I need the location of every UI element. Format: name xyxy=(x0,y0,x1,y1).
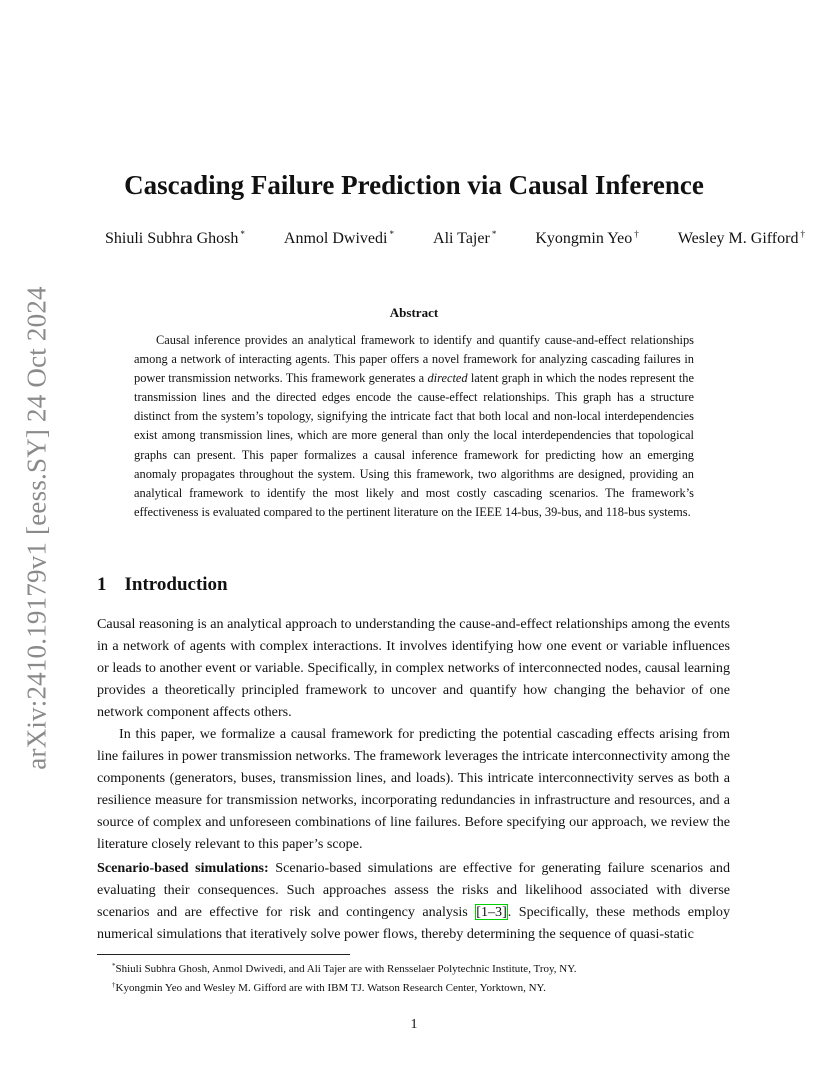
section-title: Introduction xyxy=(124,574,228,595)
paragraph-heading: Scenario-based simulations: xyxy=(97,860,269,876)
paper-title: Cascading Failure Prediction via Causal Inference xyxy=(124,170,704,200)
author: Kyongmin Yeo † xyxy=(535,229,639,247)
emphasis-directed: directed xyxy=(427,371,468,386)
footnote: *Shiuli Subhra Ghosh, Anmol Dwivedi, and Ali Tajer are with Rensselaer Polytechnic Institute, Troy, NY. xyxy=(112,962,577,975)
author: Anmol Dwivedi * xyxy=(283,229,394,247)
author: Ali Tajer * xyxy=(433,229,497,247)
page-number: 1 xyxy=(410,1017,418,1032)
abstract-body: Causal inference provides an analytical framework to identify and quantify cause-and-effect relationships among a network of interacting agents. This paper offers a novel framework for analyzing cascading failures in power transmission networks. This framework generates a directed latent graph in which the nodes represent the transmission lines and the directed edges encode the cause-effect relationships. This graph has a structure distinct from the system’s topology, signifying the intricate fact that both local and non-local interdependencies exist among transmission lines, which are more general than only the local interdependencies that topological graphs can present. This paper formalizes a causal inference framework for predicting how an emerging anomaly propagates throughout the system. Using this framework, two algorithms are designed, providing an analytical framework to identify the most likely and most costly cascading scenarios. The framework’s effectiveness is evaluated compared to the pertinent literature on the IEEE 14-bus, 39-bus, and 118-bus systems. xyxy=(134,333,694,519)
arxiv-sidebar-stamp xyxy=(14,283,60,773)
section-number: 1 xyxy=(97,574,107,595)
paragraph: In this paper, we formalize a causal framework for predicting the potential cascading effects arising from line failures in power transmission networks. The framework leverages the intricate interconnectivity among the components (generators, buses, transmission lines, and loads). This intricate interconnectivity serves as both a resilience measure for transmission networks, incorporating redundancies in infrastructure and resources, and a source of complex and unforeseen combinations of line failures. Before specifying our approach, we review the literature closely relevant to this paper’s scope. xyxy=(97,726,730,852)
footnotes xyxy=(112,958,732,996)
citation-link[interactable]: [1–3] xyxy=(476,904,507,920)
paragraph: Causal reasoning is an analytical approach to understanding the cause-and-effect relationships among the events in a network of agents with complex interactions. It involves identifying how one event or variable influences or leads to another event or variable. Specifically, in complex networks of interconnected nodes, causal learning provides a theoretically principled framework to uncover and quantify how changing the behavior of one network component affects others. xyxy=(97,616,730,720)
author-list xyxy=(105,229,805,248)
paragraph: Scenario-based simulations: Scenario-based simulations are effective for generating failure scenarios and evaluating their consequences. Such approaches assess the risks and likelihood associated with diverse scenarios and are effective for risk and contingency analysis [1–3]. Specifically, these methods employ numerical simulations that iteratively solve power flows, thereby determining the sequence of quasi-static xyxy=(97,860,730,942)
section-heading xyxy=(97,574,228,596)
footnote-rule xyxy=(97,954,350,955)
abstract-heading: Abstract xyxy=(389,305,439,320)
footnote: †Kyongmin Yeo and Wesley M. Gifford are with IBM TJ. Watson Research Center, Yorktown, NY. xyxy=(112,981,546,994)
arxiv-identifier: arXiv:2410.19179v1 [eess.SY] 24 Oct 2024 xyxy=(21,286,52,770)
author: Wesley M. Gifford † xyxy=(677,229,805,247)
author: Shiuli Subhra Ghosh * xyxy=(105,229,245,247)
section-body xyxy=(97,613,730,945)
